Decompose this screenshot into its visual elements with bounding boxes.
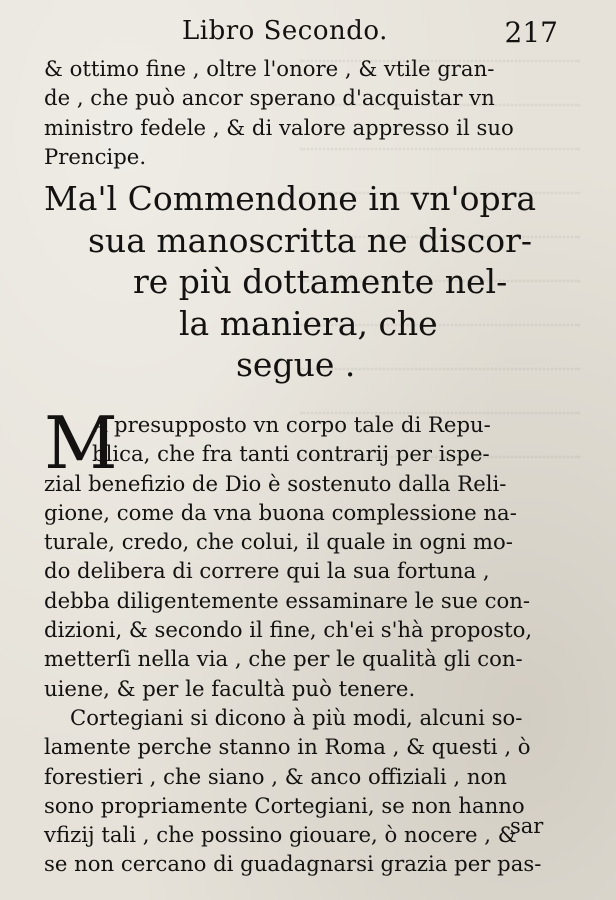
text-line: Cortegiani si dicono à più modi, alcuni so- [70,704,523,730]
text-line: A presupposto vn corpo tale di Repu- [92,412,491,437]
text-line: blica, che fra tanti contrarij per ispe- [92,441,490,467]
text-line: debba diligentemente essaminare le sue con- [44,587,531,613]
body-text [44,410,544,879]
text-line: vfizij tali , che possino giouare, ò nocere , & [44,822,517,848]
heading-line: segue . [236,345,356,384]
text-line: Prencipe. [44,143,147,169]
text-line: de , che può ancor sperano d'acquistar vn [44,85,495,111]
text-line: se non cercano di guadagnarsi grazia per pas- [44,851,542,877]
text-line: dizioni, & secondo il fine, ch'ei s'hà proposto, [44,617,533,643]
text-line: sono propriamente Cortegiani, se non hanno [44,792,525,818]
catchword: sar [510,814,544,838]
text-line: turale, credo, che colui, il quale in ogni mo- [44,529,513,555]
text-line: uiene, & per le facultà può tenere. [44,675,416,701]
text-line: & ottimo fine , oltre l'onore , & vtile gran- [44,56,495,81]
opening-text [44,54,514,171]
heading-line: re più dottamente nel- [133,262,508,301]
page-number: 217 [504,16,558,49]
drop-cap: M [44,401,118,485]
text-line: ministro fedele , & di valore appresso il suo [44,114,514,140]
text-line: lamente perche stanno in Roma , & questi , ò [44,734,531,760]
section-heading [0,178,616,386]
running-head: Libro Secondo. [182,16,388,46]
text-line: forestieri , che siano , & anco offiziali , non [44,763,507,789]
heading-line: Ma'l Commendone in vn'opra [44,179,537,218]
heading-line: la maniera, che [179,303,438,343]
text-line: gione, come da vna buona complessione na- [44,499,517,525]
text-line: do delibera di correre qui la sua fortuna , [44,558,490,584]
text-line: zial benefizio de Dio è sostenuto dalla Reli- [44,470,507,496]
text-line: metterſi nella via , che per le qualità gli con- [44,646,523,672]
heading-line: sua manoscritta ne discor- [88,220,533,260]
